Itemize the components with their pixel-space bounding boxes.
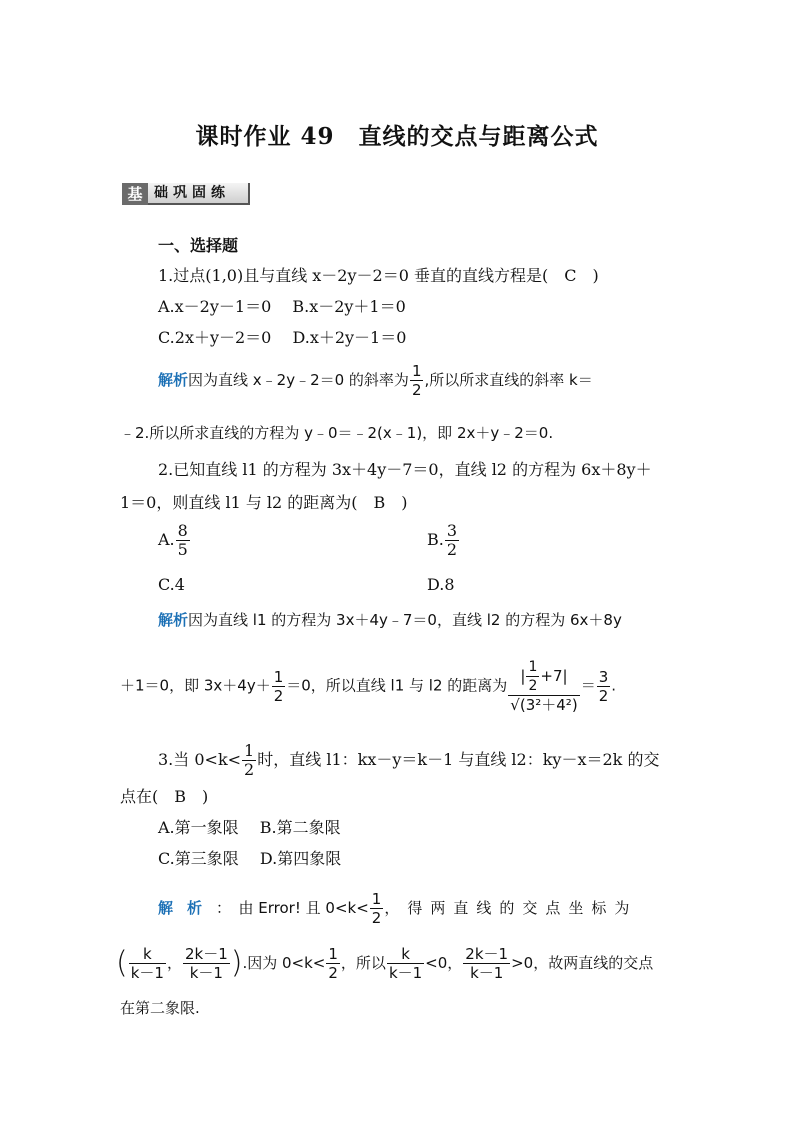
q3-solution-line3: 在第二象限.	[120, 999, 200, 1017]
q2-solution-line2: ＋1＝0，即 3x＋4y＋ $\frac{1}{2}$ ＝0，所以直线 l1 与 l2 的距离为 | $\frac{1}{2}$ +7| √(3²＋4²) ＝ $\frac{3}{2}$ .	[120, 659, 617, 714]
q3-options-row2	[158, 849, 341, 869]
q1-stem: 1.过点(1,0)且与直线 x－2y－2＝0 垂直的直线方程是( C )	[158, 266, 599, 285]
q1-sol-text: 因为直线 x﹣2y﹣2＝0 的斜率为	[188, 371, 409, 389]
q1-solution-line1	[158, 362, 593, 399]
q2-solution-line1: 解析因为直线 l1 的方程为 3x＋4y﹣7＝0，直线 l2 的方程为 6x＋8y	[158, 611, 622, 629]
q3-opt-d: D.第四象限	[259, 849, 342, 868]
q3-solution-line1: 解析： 由 Error! 且 0<k< $\frac{1}{2}$ ，得两直线的交点坐标为	[158, 890, 638, 927]
q2-opt-c: C.4	[158, 575, 185, 594]
fraction-one-half: $\frac{1}{2}$	[411, 362, 422, 399]
q2-stem-2: 1＝0，则直线 l1 与 l2 的距离为( B )	[120, 493, 408, 512]
distance-fraction: | $\frac{1}{2}$ +7| √(3²＋4²)	[510, 659, 578, 714]
q3-solution-line2: ( $\frac{k}{k-1}$ ， $\frac{2k-1}{k-1}$ ).因为 0<k< $\frac{1}{2}$ ，所以 $\frac{k}{k-1}$ <0， $\frac{2k-1}{k-1}$ >0，故两直线的交点	[116, 945, 654, 982]
q3-opt-c: C.第三象限	[158, 849, 239, 868]
q2-opt-a: A. $\frac{8}{5}$	[158, 521, 188, 559]
badge-icon: 基	[122, 183, 148, 205]
q2-stem-1: 2.已知直线 l1 的方程为 3x＋4y－7＝0，直线 l2 的方程为 6x＋8y＋	[158, 460, 652, 479]
q3-stem-2: 点在( B )	[120, 787, 209, 806]
q2-opt-b: B. $\frac{3}{2}$	[427, 521, 458, 559]
q2-opt-d: D.8	[427, 575, 455, 594]
q1-opt-b: B.x－2y＋1＝0	[292, 297, 406, 316]
q1-sol-text-b: ,所以所求直线的斜率 k＝	[424, 371, 593, 389]
section-badge	[122, 183, 250, 205]
q3-stem-1: 3.当 0<k< $\frac{1}{2}$ 时，直线 l1：kx－y＝k－1 与直线 l2：ky－x＝2k 的交	[158, 741, 660, 779]
q1-solution-line2: ﹣2.所以所求直线的方程为 y﹣0＝﹣2(x﹣1)，即 2x＋y﹣2＝0.	[120, 424, 554, 442]
q1-opt-d: D.x＋2y－1＝0	[292, 328, 407, 347]
q1-options-row1	[158, 297, 406, 317]
q3-opt-b: B.第二象限	[259, 818, 341, 837]
q3-opt-a: A.第一象限	[158, 818, 239, 837]
q1-opt-c: C.2x＋y－2＝0	[158, 328, 272, 347]
analysis-label: 解析	[158, 611, 189, 629]
analysis-label: 解析	[158, 371, 189, 389]
badge-label: 础巩固练	[148, 183, 250, 205]
section-heading: 一、选择题	[158, 236, 239, 255]
q3-options-row1	[158, 818, 341, 838]
q1-options-row2	[158, 328, 406, 348]
page-title: 课时作业 49 直线的交点与距离公式	[195, 123, 599, 150]
analysis-label: 解析	[158, 899, 217, 917]
q1-opt-a: A.x－2y－1＝0	[158, 297, 272, 316]
